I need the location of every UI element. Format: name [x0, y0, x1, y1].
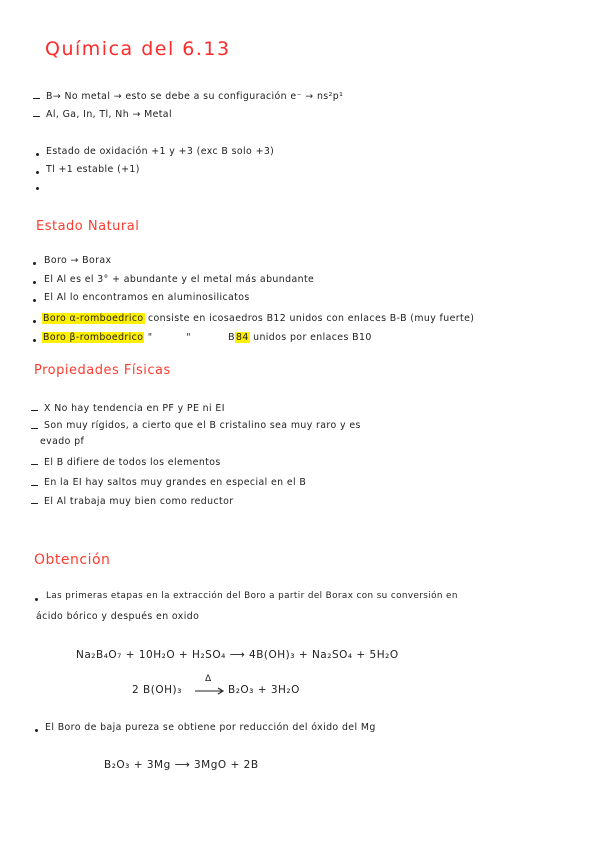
natural-item-5-rest: unidos por enlaces B10 [249, 332, 372, 343]
intro-bullet-2: Tl +1 estable (+1) [46, 164, 140, 175]
propiedades-item-2: Son muy rígidos, a cierto que el B cristalino sea muy raro y es [44, 420, 361, 431]
section-heading-obtencion: Obtención [34, 552, 111, 568]
propiedades-item-3: El B difiere de todos los elementos [44, 457, 221, 468]
bullet-point [36, 187, 39, 190]
bullet-point [33, 339, 36, 342]
dash-marker [33, 98, 40, 99]
bullet-point [33, 281, 36, 284]
dash-marker [31, 503, 38, 504]
propiedades-item-1: X No hay tendencia en PF y PE ni EI [44, 403, 225, 414]
equation-mg-reduction: B₂O₃ + 3Mg ⟶ 3MgO + 2B [104, 759, 259, 771]
equation-dehydration-left: 2 B(OH)₃ [132, 684, 182, 696]
delta-symbol: Δ [205, 674, 212, 684]
dash-marker [31, 485, 38, 486]
natural-item-4-rest: consiste en icosaedros B12 unidos con enlaces B-B (muy fuerte) [144, 313, 475, 324]
dash-marker [31, 410, 38, 411]
intro-line-1: B→ No metal → esto se debe a su configuración e⁻ → ns²p¹ [46, 91, 344, 102]
natural-item-2: El Al es el 3° + abundante y el metal más abundante [44, 274, 315, 285]
highlight-boro-alpha: Boro α-romboedrico [43, 313, 144, 324]
page-title: Química del 6.13 [45, 38, 231, 60]
highlight-84: 84 [236, 332, 249, 343]
bullet-point [36, 171, 39, 174]
section-heading-propiedades: Propiedades Físicas [34, 363, 171, 378]
bullet-point [33, 299, 36, 302]
natural-item-3: El Al lo encontramos en aluminosilicatos [44, 292, 250, 303]
reaction-arrow-icon [194, 686, 226, 696]
natural-item-5-mid: " " B [144, 332, 235, 343]
dash-marker [33, 116, 40, 117]
dash-marker [31, 464, 38, 465]
natural-item-4 [42, 314, 474, 323]
bullet-point [35, 598, 38, 601]
bullet-point [33, 320, 36, 323]
highlight-boro-beta: Boro β-romboedrico [43, 332, 144, 343]
intro-line-2: Al, Ga, In, Tl, Nh → Metal [46, 109, 172, 120]
bullet-point [35, 729, 38, 732]
natural-item-5 [42, 333, 372, 342]
propiedades-item-4: En la EI hay saltos muy grandes en especial en el B [44, 477, 307, 488]
bullet-point [33, 262, 36, 265]
equation-borax-acid: Na₂B₄O₇ + 10H₂O + H₂SO₄ ⟶ 4B(OH)₃ + Na₂SO₄ + 5H₂O [76, 649, 399, 661]
propiedades-item-2-cont: evado pf [40, 436, 85, 447]
propiedades-item-5: El Al trabaja muy bien como reductor [44, 496, 234, 507]
dash-marker [31, 428, 38, 429]
section-heading-estado-natural: Estado Natural [36, 219, 140, 234]
bullet-point [36, 153, 39, 156]
obtencion-para2: El Boro de baja pureza se obtiene por reducción del óxido del Mg [45, 722, 376, 733]
equation-dehydration-right: B₂O₃ + 3H₂O [228, 684, 300, 696]
intro-bullet-1: Estado de oxidación +1 y +3 (exc B solo +3) [46, 146, 275, 157]
obtencion-para1-line2: ácido bórico y después en oxido [36, 611, 200, 622]
natural-item-1: Boro → Borax [44, 255, 112, 266]
obtencion-para1-line1: Las primeras etapas en la extracción del Boro a partir del Borax con su conversión en [46, 591, 458, 601]
